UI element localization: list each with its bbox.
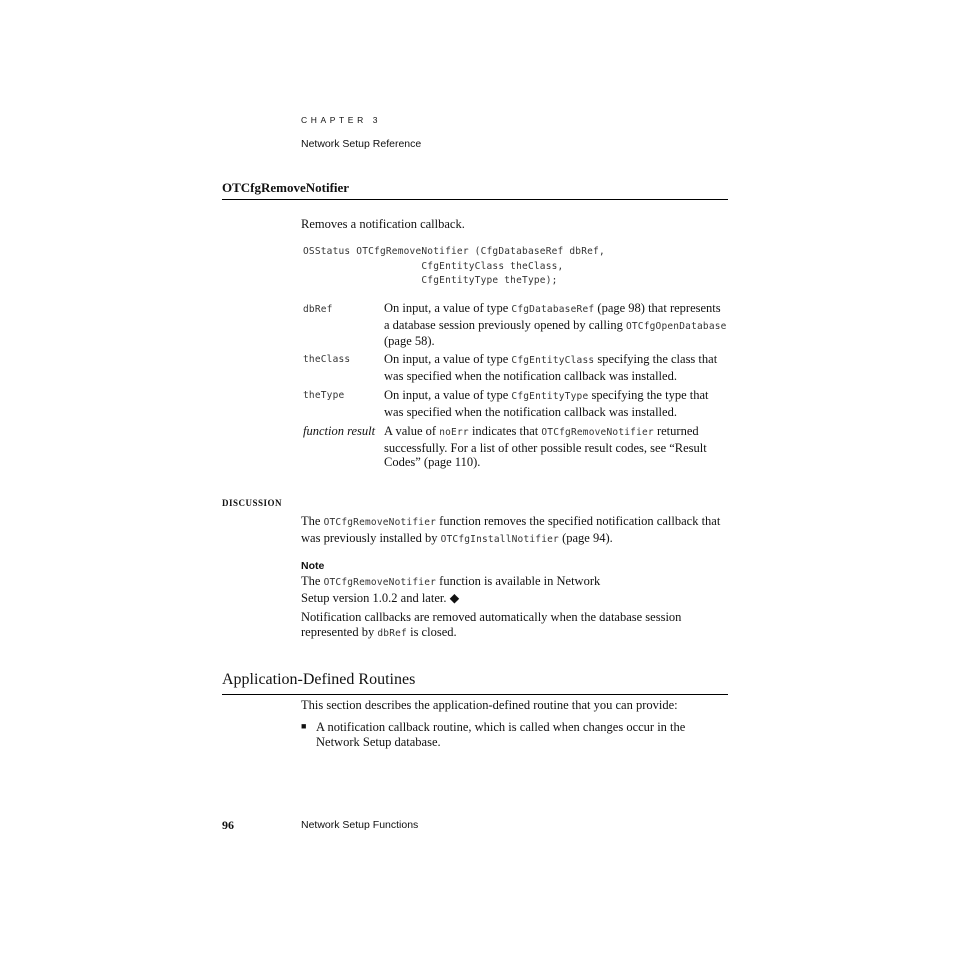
param-desc-function-result: A value of noErr indicates that OTCfgRemoveNotifier returned successfully. For a list of other possible result codes, see “Result Codes” (page 110). [384,424,707,469]
title-rule [222,199,728,200]
function-summary: Removes a notification callback. [301,217,465,231]
function-ref-otcfginstallnotifier: OTCfgInstallNotifier [440,533,559,545]
function-title: OTCfgRemoveNotifier [222,180,350,195]
function-ref-otcfgremovenotifier: OTCfgRemoveNotifier [323,577,437,588]
type-ref-cfgentityclass: CfgEntityClass [511,355,595,366]
param-ref-dbref: dbRef [377,627,407,639]
function-ref-otcfgremovenotifier: OTCfgRemoveNotifier [323,517,437,528]
param-name-thetype: theType [303,390,345,401]
running-header: Network Setup Reference [301,138,422,150]
note-label: Note [301,560,325,572]
param-name-function-result: function result [303,424,376,438]
section-intro: This section describes the application-defined routine that you can provide: [301,698,678,712]
param-name-dbref: dbRef [303,304,333,315]
discussion-label: DISCUSSION [222,498,283,508]
code-line-3: CfgEntityType theType); [303,275,558,286]
section-title: Application-Defined Routines [222,671,416,688]
constant-noerr: noErr [439,427,469,438]
code-line-2: CfgEntityClass theClass, [303,261,564,272]
param-name-theclass: theClass [303,354,351,365]
function-ref-otcfgopendatabase: OTCfgOpenDatabase [625,320,727,332]
function-ref-otcfgremovenotifier: OTCfgRemoveNotifier [541,427,654,438]
note-text: The OTCfgRemoveNotifier function is available in Network Setup version 1.0.2 and later. ◆ [301,574,601,605]
discussion-paragraph-2: Notification callbacks are removed automatically when the database session represented by dbRef is closed. [301,610,682,639]
type-ref-cfgentitytype: CfgEntityType [511,391,589,402]
chapter-label: CHAPTER 3 [301,115,382,125]
param-desc-thetype: On input, a value of type CfgEntityType specifying the type that was specified when the notification callback was installed. [384,388,709,419]
section-rule [222,694,728,695]
code-line-1: OSStatus OTCfgRemoveNotifier (CfgDatabaseRef dbRef, [303,246,605,257]
discussion-paragraph: The OTCfgRemoveNotifier function removes the specified notification callback that was previously installed by OTCfgInstallNotifier (page 94). [301,514,721,545]
param-desc-theclass: On input, a value of type CfgEntityClass specifying the class that was specified when the notification callback was installed. [384,352,718,383]
bullet-item: A notification callback routine, which is called when changes occur in the Network Setup database. [316,720,686,749]
type-ref-cfgdatabaseref: CfgDatabaseRef [511,304,595,315]
bullet-square-icon: ■ [301,721,307,731]
param-desc-dbref: On input, a value of type CfgDatabaseRef (page 98) that represents a database session previously opened by calling OTCfgOpenDatabase (page 58). [384,301,727,348]
page-number: 96 [222,818,234,832]
footer-title: Network Setup Functions [301,819,419,831]
